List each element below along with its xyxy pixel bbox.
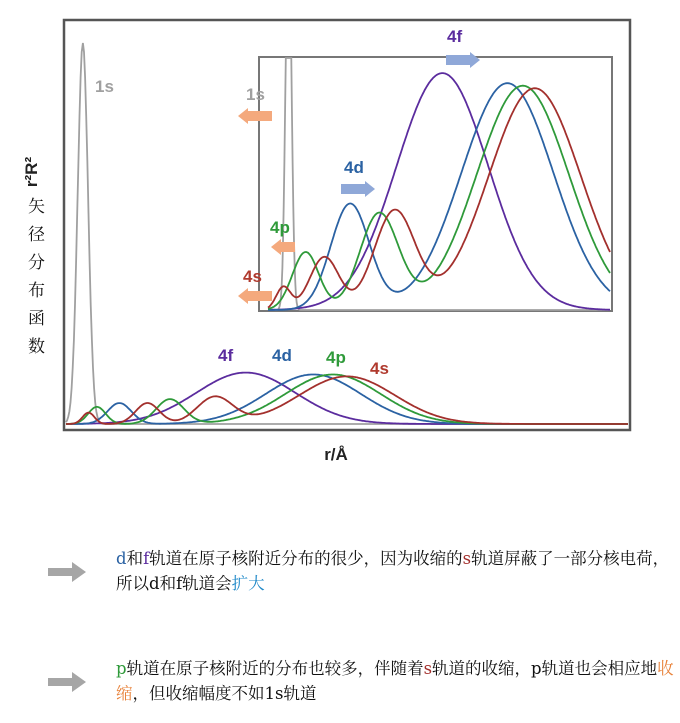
- note-1-segment: 扩大: [231, 574, 265, 593]
- inset-label-1s: 1s: [246, 85, 265, 104]
- note-2-segment: 收缩: [116, 659, 674, 703]
- inset-label-4p: 4p: [270, 218, 290, 237]
- y-axis-label-chinese: 矢径分布函数: [28, 197, 45, 357]
- note-2-segment: 轨道在原子核附近的分布也较多，伴随着: [126, 659, 424, 678]
- note-1-segment: 轨道在原子核附近分布的很少，因为收缩的: [149, 549, 463, 568]
- note-2-arrow-icon: [48, 672, 86, 692]
- inset-label-4s: 4s: [243, 267, 262, 286]
- note-1-segment: f: [176, 574, 183, 593]
- note-1-segment: s: [462, 549, 472, 568]
- note-2-segment: p: [531, 659, 542, 678]
- main-label-4f: 4f: [218, 346, 234, 365]
- note-1-arrow-icon: [48, 562, 86, 582]
- note-1-segment: d: [116, 549, 127, 568]
- note-2-segment: s: [423, 659, 433, 678]
- main-label-1s: 1s: [95, 77, 114, 96]
- note-2-segment: 轨道: [283, 684, 317, 703]
- note-2-segment: ，但收缩幅度不如: [132, 684, 265, 703]
- note-1-segment: 和: [126, 549, 144, 568]
- main-label-4s: 4s: [370, 359, 389, 378]
- inset-label-4d: 4d: [344, 158, 364, 177]
- note-1-segment: 轨道会: [182, 574, 232, 593]
- note-2-segment: 1s: [264, 684, 284, 703]
- note-1-text: [116, 546, 676, 596]
- note-1-segment: f: [143, 549, 150, 568]
- main-label-4d: 4d: [272, 346, 292, 365]
- note-2-text: [116, 656, 676, 706]
- note-2-segment: 轨道也会相应地: [541, 659, 658, 678]
- main-label-4p: 4p: [326, 348, 346, 367]
- note-1-segment: 和: [159, 574, 177, 593]
- inset-label-4f: 4f: [447, 27, 463, 46]
- note-2-segment: p: [116, 659, 127, 678]
- y-axis-label: r²R²: [22, 156, 41, 188]
- note-2-segment: 轨道的收缩，: [432, 659, 532, 678]
- note-1-segment: 轨道屏蔽了一部分核电荷，所以: [116, 549, 670, 593]
- note-1-segment: d: [149, 574, 160, 593]
- x-axis-label: r/Å: [324, 445, 348, 464]
